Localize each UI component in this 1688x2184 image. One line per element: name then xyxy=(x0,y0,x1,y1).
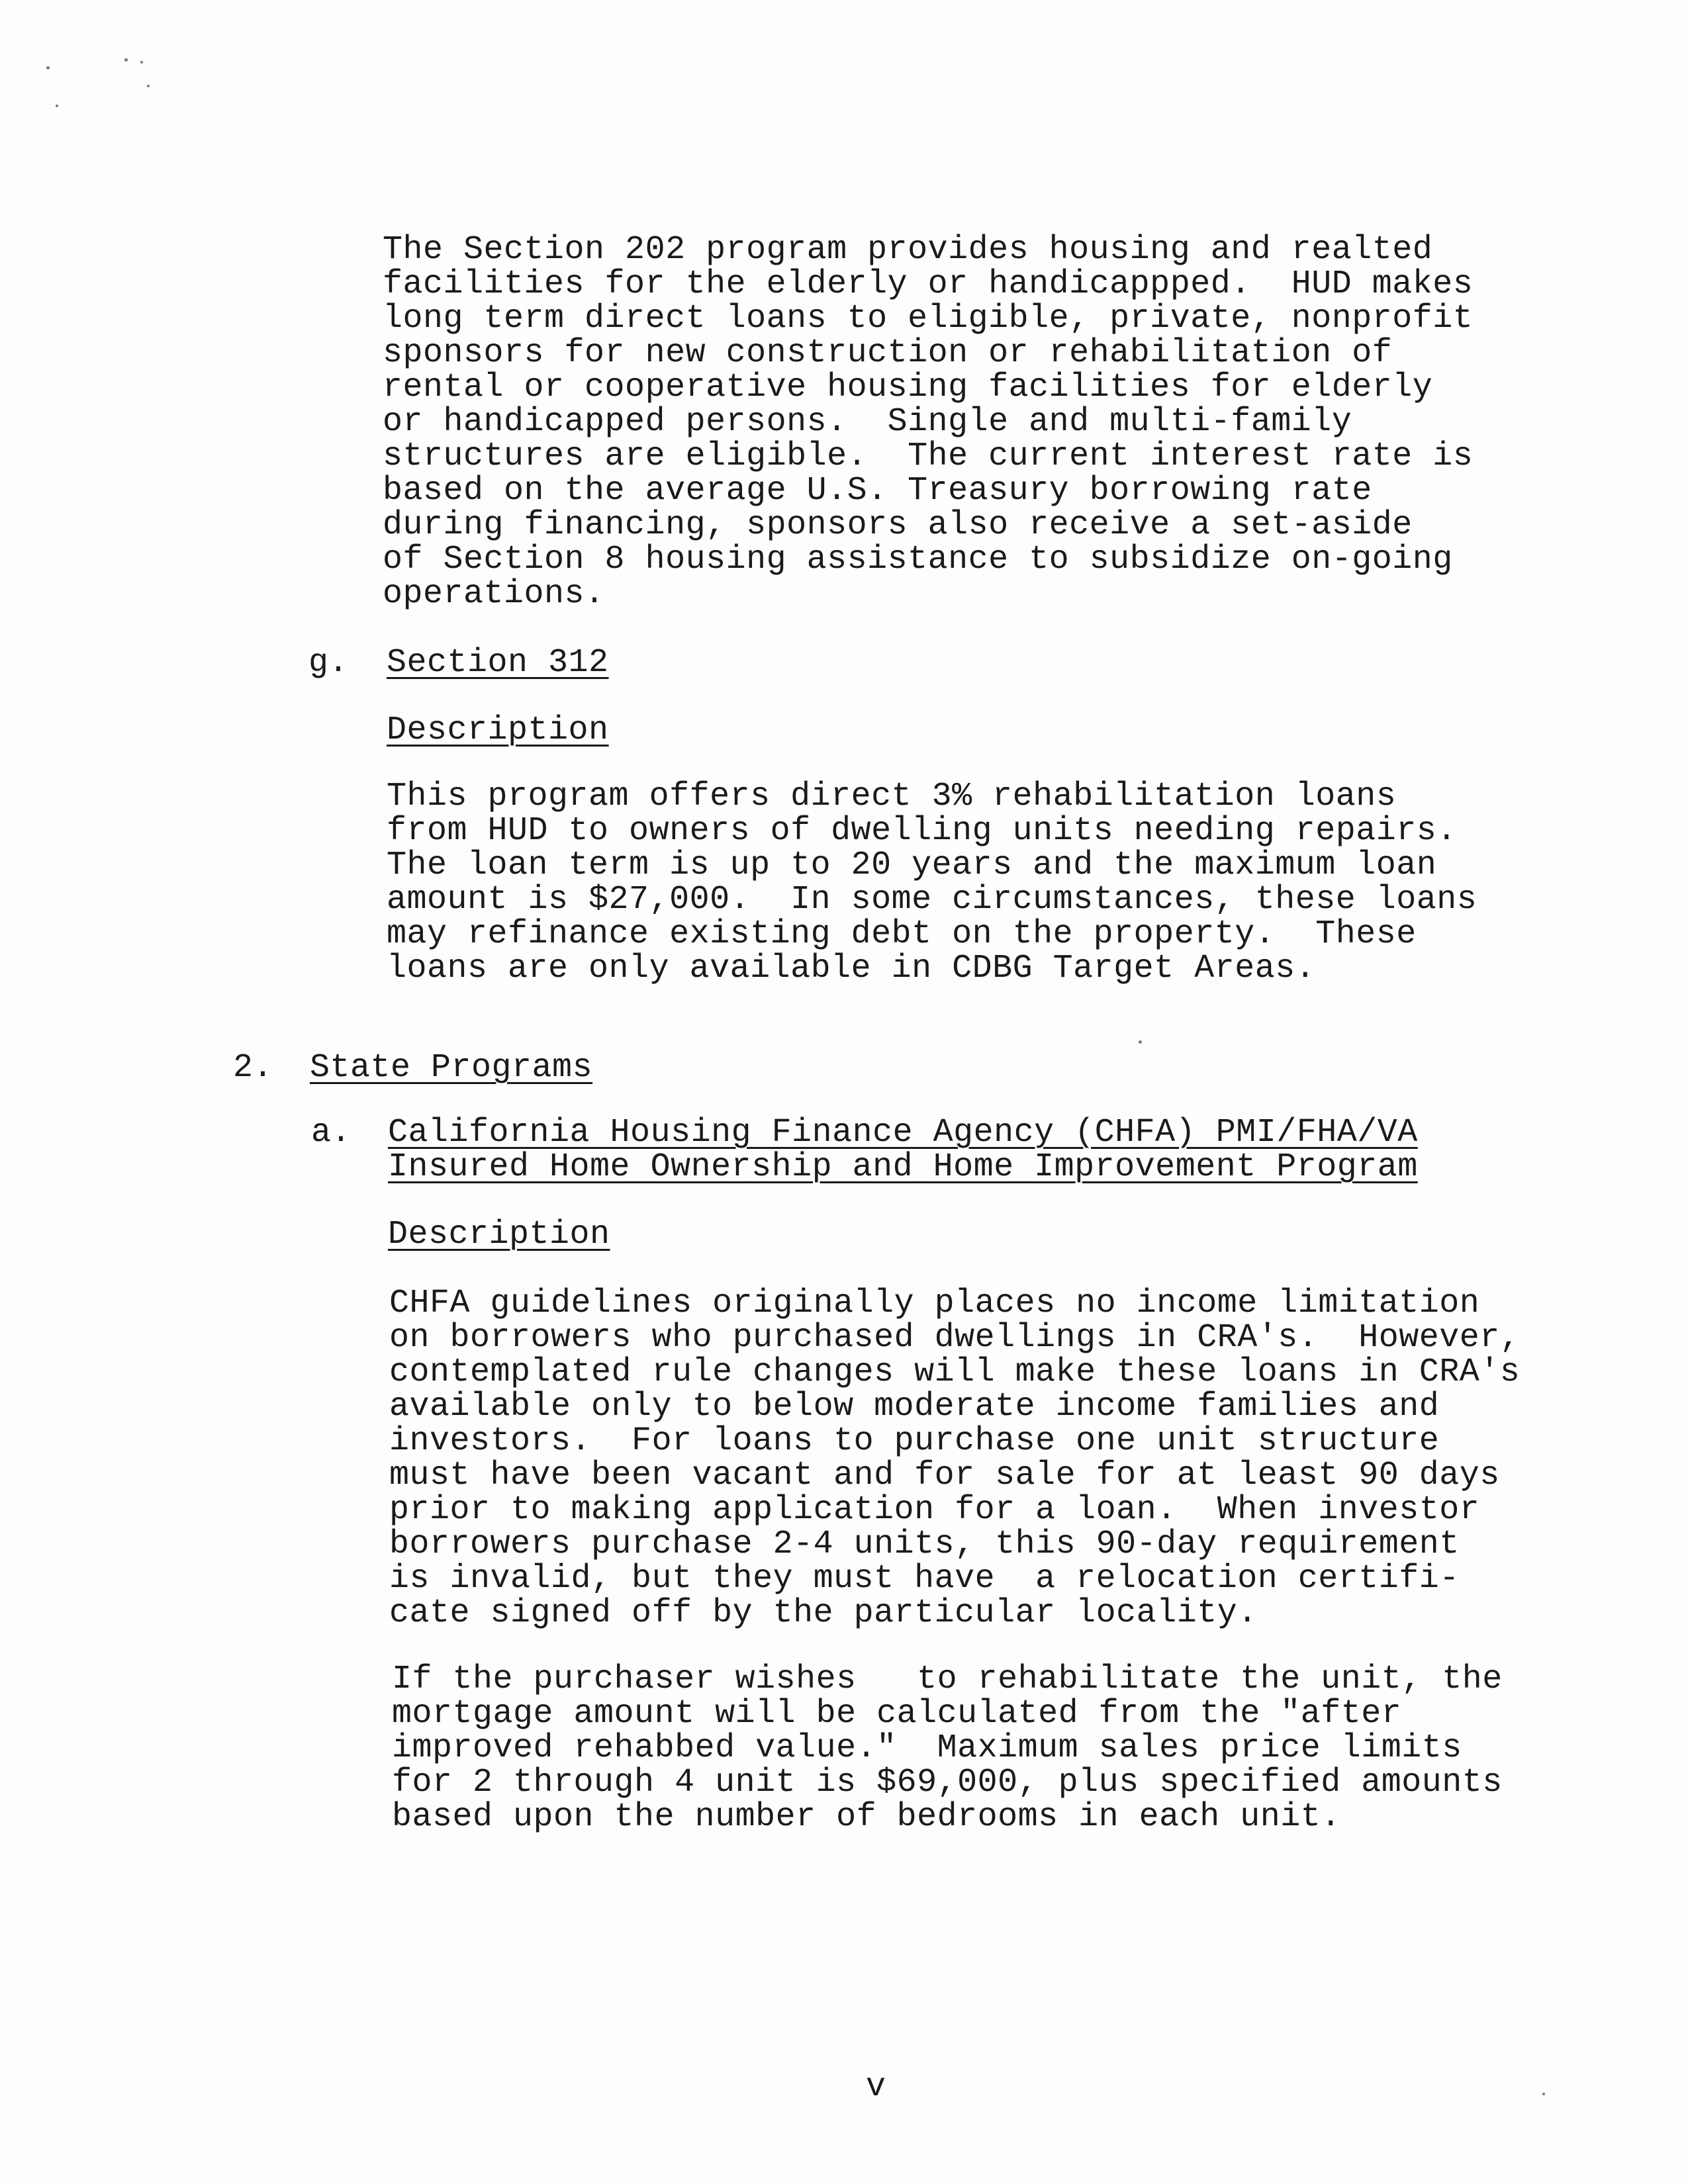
scan-speck xyxy=(147,85,150,87)
paragraph-line: on borrowers who purchased dwellings in CRA's. However, xyxy=(389,1319,1521,1357)
paragraph-line: prior to making application for a loan. When investor xyxy=(389,1491,1480,1529)
paragraph-line: must have been vacant and for sale for at least 90 days xyxy=(389,1457,1500,1494)
paragraph-line: cate signed off by the particular locality. xyxy=(389,1594,1258,1632)
paragraph-line: for 2 through 4 unit is $69,000, plus specified amounts xyxy=(392,1764,1503,1801)
list-marker: g. xyxy=(308,644,349,682)
paragraph-line: The Section 202 program provides housing and realted xyxy=(383,231,1433,269)
scan-speck xyxy=(56,105,58,107)
paragraph-line: based upon the number of bedrooms in each unit. xyxy=(392,1798,1341,1836)
list-marker: 2. xyxy=(233,1049,273,1087)
paragraph-line: structures are eligible. The current interest rate is xyxy=(383,437,1474,475)
paragraph-line: mortgage amount will be calculated from the "after xyxy=(392,1695,1402,1733)
paragraph-line: If the purchaser wishes to rehabilitate the unit, the xyxy=(392,1661,1503,1698)
paragraph-line: investors. For loans to purchase one unit structure xyxy=(389,1422,1440,1460)
paragraph-line: rental or cooperative housing facilities for elderly xyxy=(383,369,1433,406)
paragraph-line: CHFA guidelines originally places no income limitation xyxy=(389,1285,1480,1322)
section-heading: State Programs xyxy=(310,1049,593,1087)
scan-speck xyxy=(140,61,143,64)
section-heading: California Housing Finance Agency (CHFA) PMI/FHA/VA xyxy=(388,1114,1418,1152)
paragraph-line: sponsors for new construction or rehabilitation of xyxy=(383,334,1393,372)
page-number: v xyxy=(866,2068,886,2106)
scan-speck xyxy=(1139,1040,1142,1044)
paragraph-line: The loan term is up to 20 years and the maximum loan xyxy=(387,846,1437,884)
description-heading: Description xyxy=(388,1216,610,1253)
paragraph-line: or handicapped persons. Single and multi-family xyxy=(383,403,1352,441)
paragraph-line: amount is $27,000. In some circumstances, these loans xyxy=(387,881,1477,919)
list-marker: a. xyxy=(311,1114,352,1152)
section-heading: Insured Home Ownership and Home Improvement Program xyxy=(388,1148,1418,1186)
paragraph-line: loans are only available in CDBG Target Areas. xyxy=(387,950,1316,987)
paragraph-line: improved rehabbed value." Maximum sales price limits xyxy=(392,1729,1462,1767)
paragraph-line: facilities for the elderly or handicappped. HUD makes xyxy=(383,265,1474,303)
paragraph-line: from HUD to owners of dwelling units needing repairs. xyxy=(387,812,1457,850)
description-heading: Description xyxy=(387,711,609,749)
paragraph-line: based on the average U.S. Treasury borrowing rate xyxy=(383,472,1372,510)
paragraph-line: contemplated rule changes will make these loans in CRA's xyxy=(389,1353,1521,1391)
paragraph-line: is invalid, but they must have a relocation certifi- xyxy=(389,1560,1460,1598)
scan-speck xyxy=(124,58,128,62)
scan-speck xyxy=(1542,2093,1545,2095)
paragraph-line: long term direct loans to eligible, private, nonprofit xyxy=(383,300,1474,338)
paragraph-line: borrowers purchase 2-4 units, this 90-day requirement xyxy=(389,1525,1460,1563)
section-heading: Section 312 xyxy=(387,644,609,682)
scan-speck xyxy=(46,66,50,69)
paragraph-line: operations. xyxy=(383,575,605,613)
paragraph-line: available only to below moderate income families and xyxy=(389,1388,1440,1426)
paragraph-line: during financing, sponsors also receive a set-aside xyxy=(383,506,1413,544)
paragraph-line: This program offers direct 3% rehabilitation loans xyxy=(387,778,1397,815)
paragraph-line: may refinance existing debt on the property. These xyxy=(387,915,1417,953)
paragraph-line: of Section 8 housing assistance to subsidize on-going xyxy=(383,541,1453,578)
